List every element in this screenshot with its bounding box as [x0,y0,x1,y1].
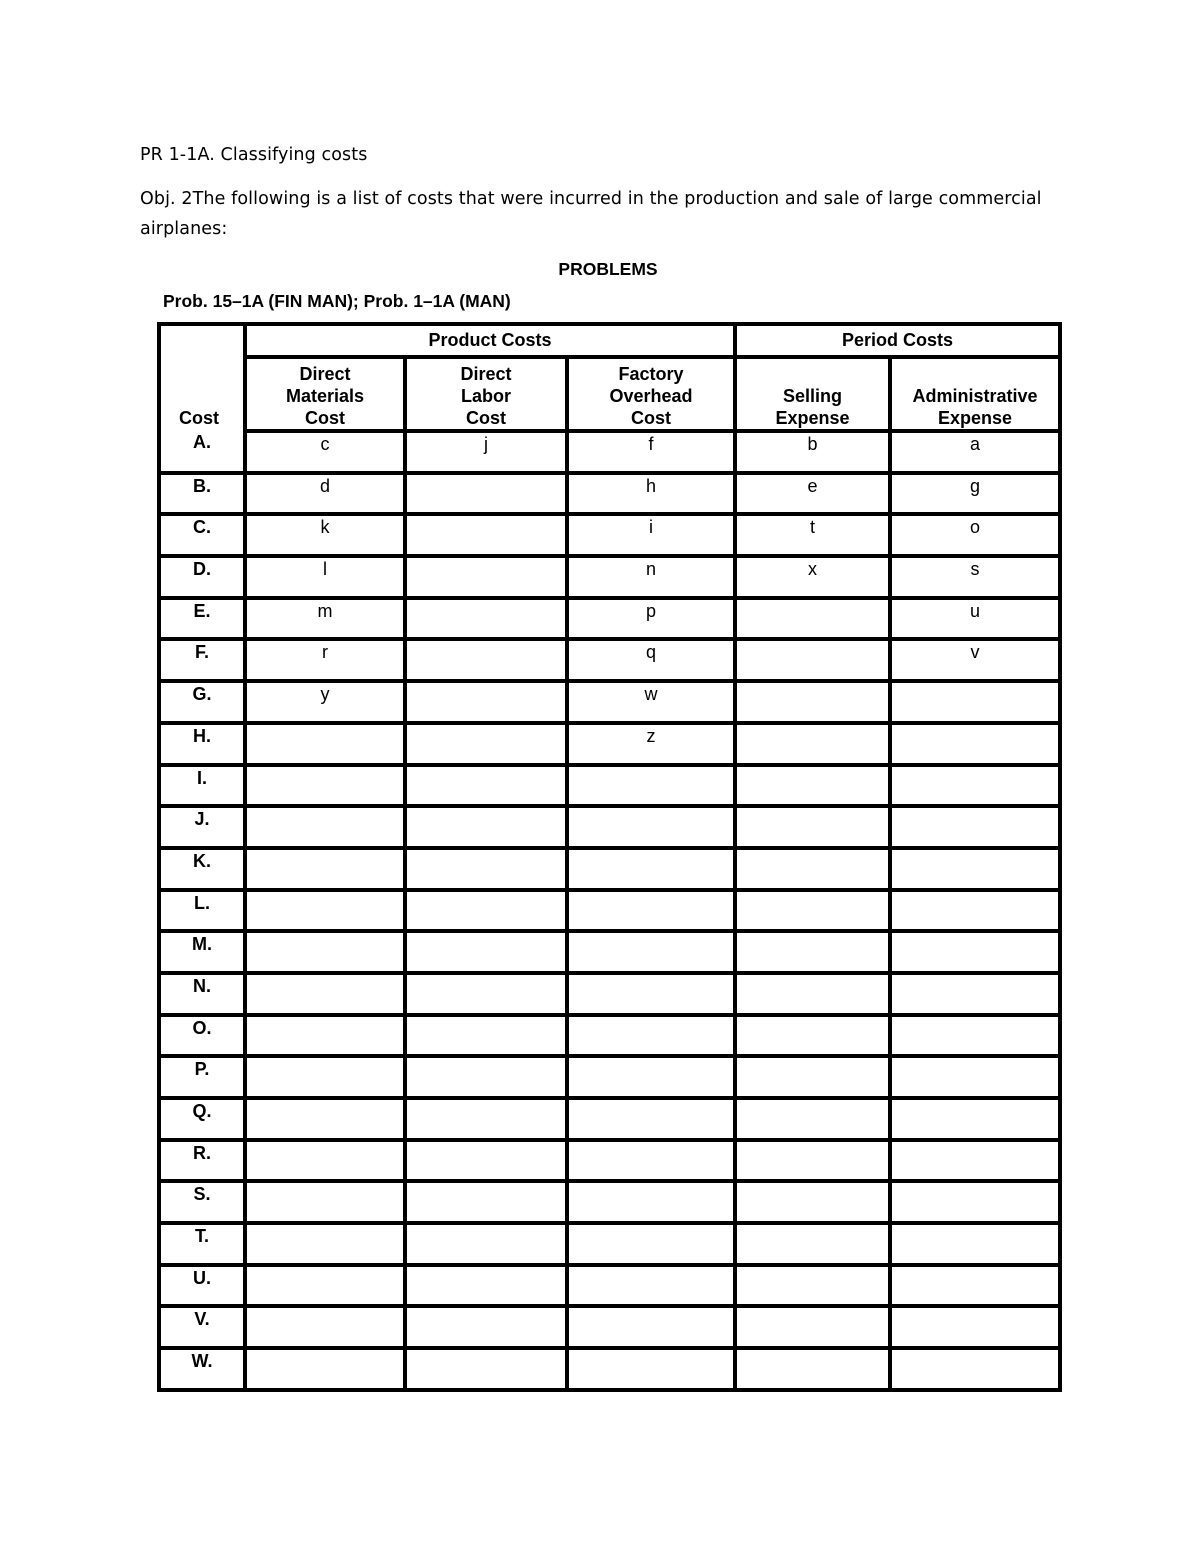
cost-label-cell: K. [159,848,245,890]
direct-labor-cell [405,848,567,890]
selling-expense-cell [735,1056,890,1098]
cost-label-cell: W. [159,1348,245,1390]
direct-materials-cell: l [245,556,405,598]
selling-expense-cell [735,890,890,932]
factory-overhead-cell [567,890,735,932]
cost-label-cell: A. [159,431,245,473]
direct-materials-cell [245,931,405,973]
direct-materials-cell [245,765,405,807]
table-row [159,723,1060,765]
table-row [159,598,1060,640]
table-row [159,1348,1060,1390]
factory-overhead-cell: p [567,598,735,640]
selling-expense-cell [735,681,890,723]
administrative-expense-cell: u [890,598,1060,640]
direct-materials-header [245,357,405,431]
administrative-expense-header [890,357,1060,431]
cost-label-cell: L. [159,890,245,932]
administrative-expense-cell [890,1140,1060,1182]
table-row [159,1181,1060,1223]
direct-labor-cell [405,556,567,598]
factory-overhead-cell [567,1306,735,1348]
table-row [159,1265,1060,1307]
cost-label-cell: N. [159,973,245,1015]
administrative-expense-cell [890,1181,1060,1223]
cost-label-cell: U. [159,1265,245,1307]
administrative-expense-header-label: Administrative Expense [912,386,1038,428]
direct-materials-cell: r [245,639,405,681]
direct-labor-cell [405,1348,567,1390]
administrative-expense-cell [890,890,1060,932]
administrative-expense-cell [890,1098,1060,1140]
administrative-expense-cell [890,806,1060,848]
cost-label-cell: R. [159,1140,245,1182]
administrative-expense-cell [890,681,1060,723]
direct-materials-cell [245,1223,405,1265]
product-costs-header: Product Costs [245,324,735,357]
direct-labor-cell [405,1181,567,1223]
direct-materials-cell [245,1015,405,1057]
cost-header-label: Cost [179,408,219,428]
direct-materials-header-label: Direct Materials Cost [285,364,365,428]
cost-label-cell: D. [159,556,245,598]
selling-expense-cell: b [735,431,890,473]
cost-label-cell: C. [159,514,245,556]
administrative-expense-cell [890,1223,1060,1265]
table-row [159,1306,1060,1348]
direct-labor-cell [405,1223,567,1265]
administrative-expense-cell [890,1015,1060,1057]
selling-expense-cell [735,1140,890,1182]
selling-expense-cell [735,973,890,1015]
cost-label-cell: G. [159,681,245,723]
cost-label-cell: T. [159,1223,245,1265]
direct-labor-header [405,357,567,431]
table-row [159,973,1060,1015]
table-row [159,556,1060,598]
direct-labor-cell [405,973,567,1015]
factory-overhead-cell [567,1015,735,1057]
cost-label-cell: I. [159,765,245,807]
table-body [159,431,1060,1390]
direct-materials-cell [245,1098,405,1140]
direct-labor-cell [405,514,567,556]
selling-expense-cell [735,1348,890,1390]
administrative-expense-cell: g [890,473,1060,515]
table-row [159,890,1060,932]
factory-overhead-cell [567,806,735,848]
administrative-expense-cell [890,765,1060,807]
cost-label-cell: O. [159,1015,245,1057]
direct-labor-cell [405,806,567,848]
direct-materials-cell [245,806,405,848]
selling-expense-header [735,357,890,431]
factory-overhead-cell [567,765,735,807]
direct-labor-cell [405,1098,567,1140]
administrative-expense-cell [890,848,1060,890]
direct-labor-cell [405,681,567,723]
selling-expense-cell [735,1181,890,1223]
table-row [159,1140,1060,1182]
direct-labor-cell: j [405,431,567,473]
selling-expense-cell: e [735,473,890,515]
factory-overhead-header [567,357,735,431]
selling-expense-cell [735,1015,890,1057]
factory-overhead-cell: i [567,514,735,556]
factory-overhead-cell [567,1348,735,1390]
direct-labor-cell [405,1140,567,1182]
factory-overhead-cell [567,1056,735,1098]
direct-labor-cell [405,639,567,681]
administrative-expense-cell: s [890,556,1060,598]
administrative-expense-cell: a [890,431,1060,473]
administrative-expense-cell: o [890,514,1060,556]
selling-expense-cell [735,1306,890,1348]
direct-materials-cell [245,848,405,890]
selling-expense-cell [735,639,890,681]
administrative-expense-cell [890,1306,1060,1348]
direct-materials-cell: k [245,514,405,556]
administrative-expense-cell [890,1348,1060,1390]
cost-label-cell: V. [159,1306,245,1348]
direct-labor-cell [405,1306,567,1348]
factory-overhead-cell [567,1265,735,1307]
table-row [159,806,1060,848]
selling-expense-cell [735,806,890,848]
selling-expense-cell: x [735,556,890,598]
selling-expense-cell [735,1223,890,1265]
direct-labor-cell [405,931,567,973]
direct-labor-cell [405,890,567,932]
table-row [159,931,1060,973]
cost-label-cell: S. [159,1181,245,1223]
problems-heading: PROBLEMS [558,259,658,279]
table-row [159,1223,1060,1265]
factory-overhead-cell: h [567,473,735,515]
cost-label-cell: J. [159,806,245,848]
factory-overhead-cell [567,931,735,973]
direct-materials-cell [245,1306,405,1348]
direct-materials-cell [245,723,405,765]
selling-expense-cell [735,765,890,807]
table-row [159,765,1060,807]
cost-classification-table [157,322,1062,1392]
period-costs-header: Period Costs [735,324,1060,357]
table-row [159,1056,1060,1098]
direct-labor-header-label: Direct Labor Cost [460,364,512,428]
cost-label-cell: F. [159,639,245,681]
direct-materials-cell [245,1348,405,1390]
administrative-expense-cell [890,723,1060,765]
table-row [159,639,1060,681]
cost-label-cell: Q. [159,1098,245,1140]
administrative-expense-cell [890,973,1060,1015]
table-row [159,514,1060,556]
factory-overhead-cell [567,1223,735,1265]
direct-labor-cell [405,598,567,640]
direct-labor-cell [405,765,567,807]
direct-materials-cell: d [245,473,405,515]
factory-overhead-cell [567,1181,735,1223]
factory-overhead-cell [567,1098,735,1140]
factory-overhead-cell [567,848,735,890]
table-row [159,681,1060,723]
factory-overhead-cell: n [567,556,735,598]
table-row [159,1015,1060,1057]
direct-labor-cell [405,1265,567,1307]
factory-overhead-cell: q [567,639,735,681]
cost-label-cell: M. [159,931,245,973]
selling-expense-header-label: Selling Expense [775,386,850,428]
administrative-expense-cell [890,931,1060,973]
selling-expense-cell [735,723,890,765]
direct-materials-cell [245,1056,405,1098]
factory-overhead-cell [567,1140,735,1182]
cost-column-header [159,324,245,431]
objective-text-line-1: Obj. 2The following is a list of costs that were incurred in the production and sale of large commercial [140,189,1042,209]
table-row [159,1098,1060,1140]
table-row [159,431,1060,473]
factory-overhead-cell [567,973,735,1015]
direct-materials-cell [245,1181,405,1223]
document-title: PR 1-1A. Classifying costs [140,145,368,165]
administrative-expense-cell [890,1056,1060,1098]
direct-labor-cell [405,473,567,515]
direct-labor-cell [405,1056,567,1098]
factory-overhead-cell: f [567,431,735,473]
selling-expense-cell [735,931,890,973]
factory-overhead-cell: w [567,681,735,723]
direct-labor-cell [405,1015,567,1057]
selling-expense-cell [735,1265,890,1307]
direct-materials-cell: y [245,681,405,723]
cost-label-cell: E. [159,598,245,640]
administrative-expense-cell [890,1265,1060,1307]
objective-text-line-2: airplanes: [140,219,228,239]
direct-materials-cell [245,1140,405,1182]
direct-materials-cell [245,1265,405,1307]
direct-materials-cell [245,890,405,932]
table-row [159,848,1060,890]
selling-expense-cell [735,598,890,640]
selling-expense-cell [735,1098,890,1140]
administrative-expense-cell: v [890,639,1060,681]
cost-label-cell: B. [159,473,245,515]
factory-overhead-header-label: Factory Overhead Cost [609,364,693,428]
selling-expense-cell [735,848,890,890]
cost-label-cell: H. [159,723,245,765]
problem-reference: Prob. 15–1A (FIN MAN); Prob. 1–1A (MAN) [163,291,511,311]
direct-materials-cell: m [245,598,405,640]
table-row [159,473,1060,515]
direct-labor-cell [405,723,567,765]
direct-materials-cell: c [245,431,405,473]
factory-overhead-cell: z [567,723,735,765]
selling-expense-cell: t [735,514,890,556]
direct-materials-cell [245,973,405,1015]
cost-label-cell: P. [159,1056,245,1098]
